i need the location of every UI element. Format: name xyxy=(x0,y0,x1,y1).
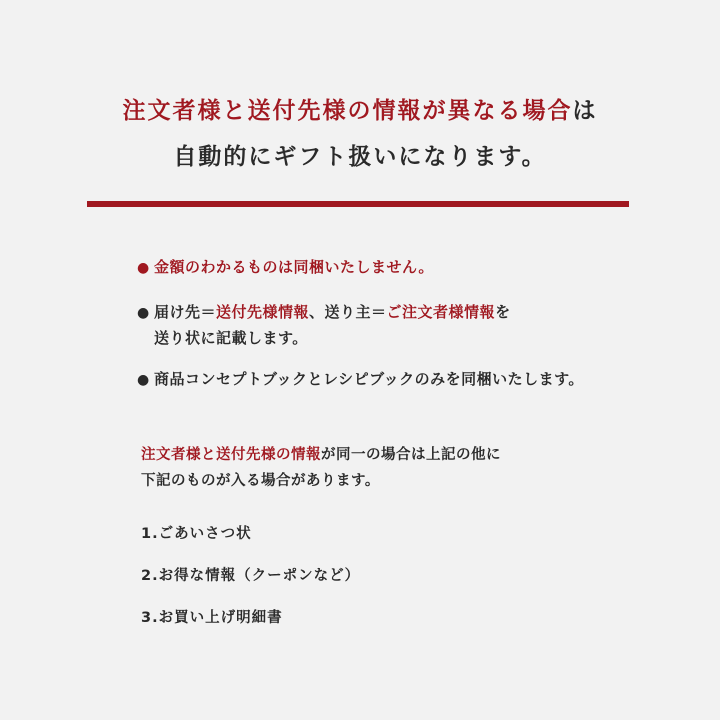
note-shipping-label xyxy=(137,300,511,351)
note-part: 、送り主＝ xyxy=(309,303,387,321)
same-info-paragraph xyxy=(141,442,641,494)
note-no-price-text: 金額のわかるものは同梱いたしません。 xyxy=(154,258,434,276)
note-part-recipient: 送付先様情報 xyxy=(216,303,310,321)
same-info-line-1 xyxy=(141,442,641,468)
bullet-icon: ● xyxy=(137,305,150,321)
note-included-books-text: 商品コンセプトブックとレシピブックのみを同梱いたします。 xyxy=(154,370,584,388)
same-info-line-2: 下記のものが入る場合があります。 xyxy=(141,473,380,489)
note-part-sender: ご注文者様情報 xyxy=(386,303,496,321)
list-item: 3.お買い上げ明細書 xyxy=(141,610,283,626)
heading-line-1-red: 注文者様と送付先様の情報が異なる場合 xyxy=(122,98,573,124)
same-info-rest: が同一の場合は上記の他に xyxy=(321,447,501,463)
heading xyxy=(0,88,720,180)
same-info-red: 注文者様と送付先様の情報 xyxy=(141,447,321,463)
note-shipping-label-line-1 xyxy=(137,300,511,326)
note-no-price xyxy=(137,256,434,277)
note-part: 届け先＝ xyxy=(154,303,217,321)
note-shipping-label-line-2: 送り状に記載します。 xyxy=(154,329,308,347)
bullet-icon: ● xyxy=(137,260,150,276)
list-item: 1.ごあいさつ状 xyxy=(141,526,252,542)
heading-line-2: 自動的にギフト扱いになります。 xyxy=(173,144,547,170)
note-included-books xyxy=(137,368,584,389)
list-item: 2.お得な情報（クーポンなど） xyxy=(141,568,361,584)
note-part: を xyxy=(495,303,511,321)
bullet-icon: ● xyxy=(137,372,150,388)
divider-rule xyxy=(87,201,629,207)
heading-line-1-tail: は xyxy=(572,98,598,124)
heading-line-1 xyxy=(0,88,720,134)
